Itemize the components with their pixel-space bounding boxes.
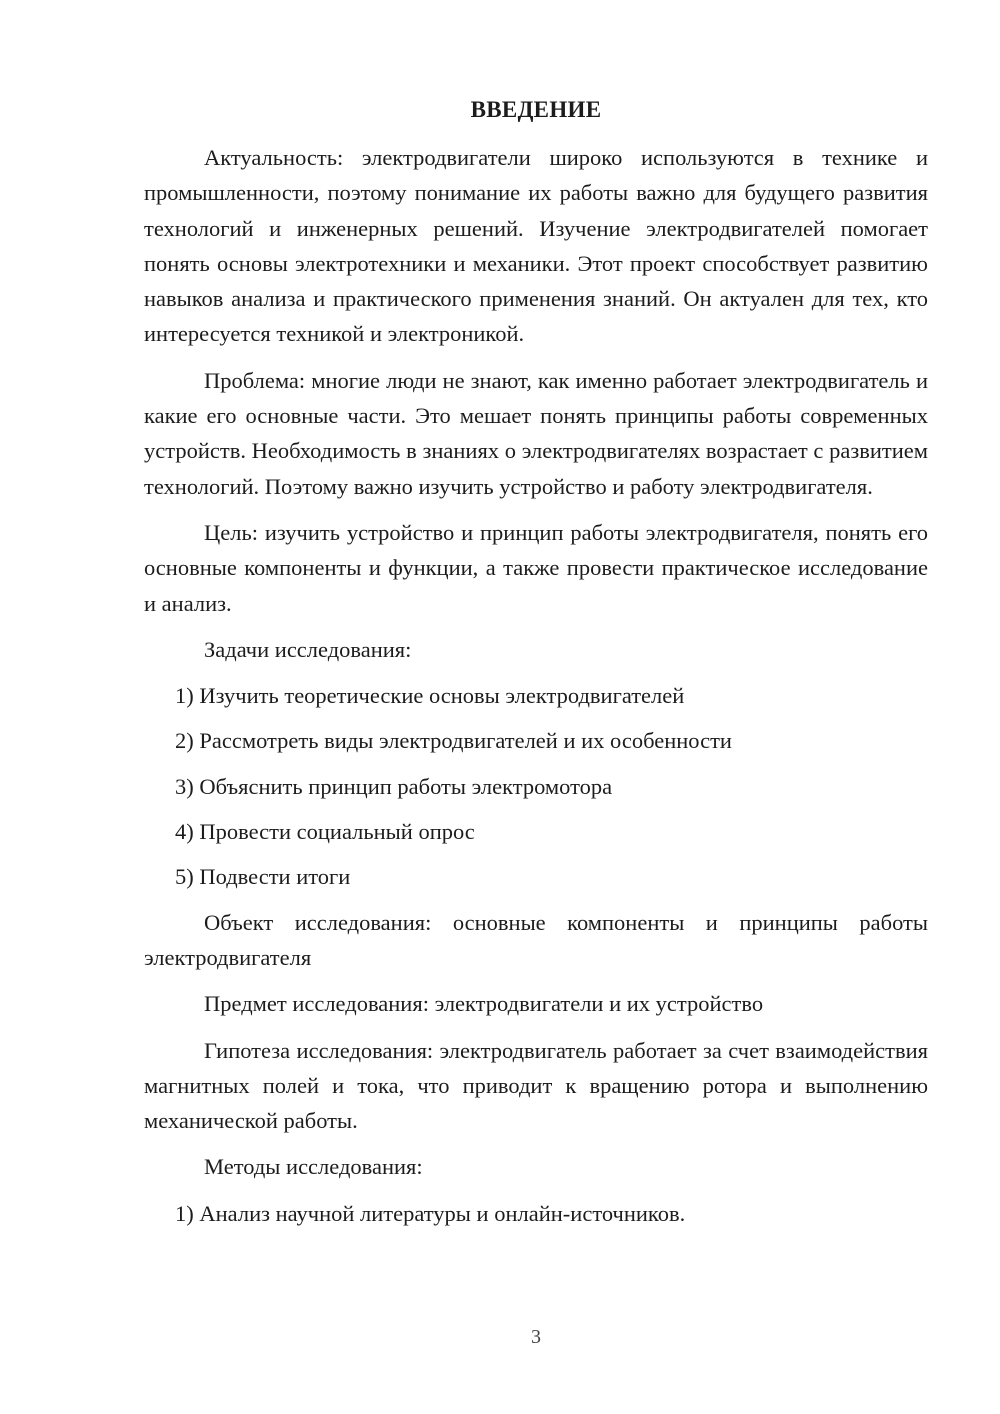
page-number: 3 xyxy=(531,1326,541,1348)
methods-heading: Методы исследования: xyxy=(204,1154,423,1180)
list-item: 3) Объяснить принцип работы электромотора xyxy=(175,773,613,799)
page-title: ВВЕДЕНИЕ xyxy=(470,97,602,122)
list-item: 5) Подвести итоги xyxy=(175,864,351,890)
problem-paragraph: Проблема: многие люди не знают, как именно работает электродвигатель и какие его основные части. Это мешает понять принципы работы современных устройств. Необходимость в знаниях о электродвигателях возрастает с развитием технологий. Поэтому важно изучить устройство и работу электродвигателя. xyxy=(144,367,928,499)
subject-paragraph: Предмет исследования: электродвигатели и их устройство xyxy=(204,991,764,1017)
tasks-list xyxy=(144,678,928,894)
object-paragraph: Объект исследования: основные компоненты и принципы работы электродвигателя xyxy=(144,909,928,970)
goal-paragraph: Цель: изучить устройство и принцип работы электродвигателя, понять его основные компоненты и функции, а также провести практическое исследование и анализ. xyxy=(144,519,928,616)
list-item: 1) Изучить теоретические основы электродвигателей xyxy=(175,683,685,709)
tasks-heading: Задачи исследования: xyxy=(204,636,412,662)
list-item: 1) Анализ научной литературы и онлайн-источников. xyxy=(175,1200,686,1226)
relevance-paragraph: Актуальность: электродвигатели широко используются в технике и промышленности, поэтому понимание их работы важно для будущего развития технологий и инженерных решений. Изучение электродвигателей помогает понять основы электротехники и механики. Этот проект способствует развитию навыков анализа и практического применения знаний. Он актуален для тех, кто интересуется техникой и электроникой. xyxy=(144,145,928,347)
document-body xyxy=(144,140,928,1241)
list-item: 4) Провести социальный опрос xyxy=(175,819,475,845)
methods-list xyxy=(144,1196,928,1231)
list-item: 2) Рассмотреть виды электродвигателей и их особенности xyxy=(175,728,732,754)
hypothesis-paragraph: Гипотеза исследования: электродвигатель работает за счет взаимодействия магнитных полей и тока, что приводит к вращению ротора и выполнению механической работы. xyxy=(144,1037,928,1134)
